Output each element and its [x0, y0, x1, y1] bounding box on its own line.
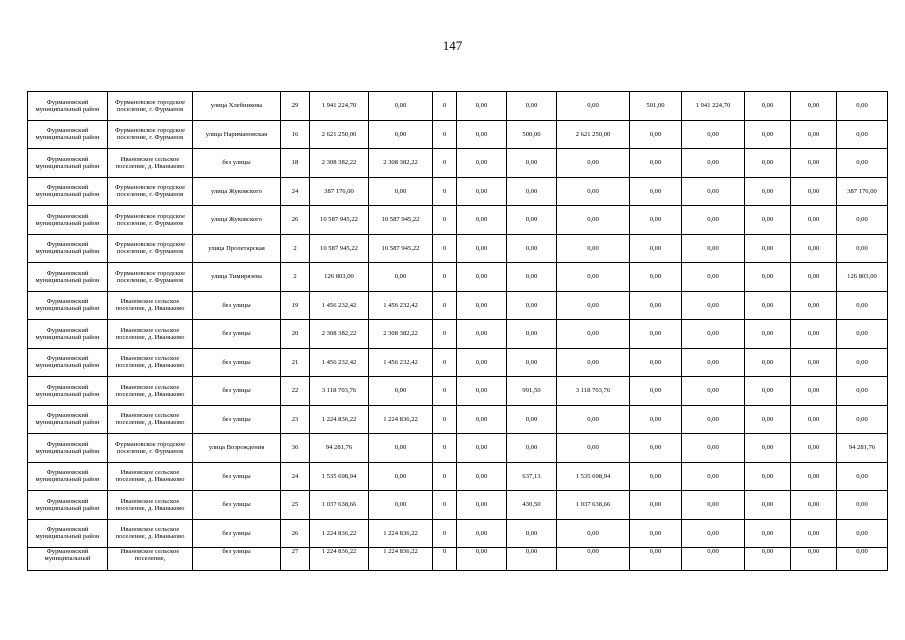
cell-value-1: 10 587 945,22	[369, 234, 433, 263]
cell-value-5: 0,00	[557, 405, 630, 434]
cell-value-7: 0,00	[682, 377, 745, 406]
cell-value-6: 0,00	[630, 548, 682, 571]
cell-house-number: 26	[281, 519, 310, 548]
cell-settlement: Ивановское сельское поселение, д. Иваньково	[108, 149, 193, 178]
cell-value-5: 0,00	[557, 263, 630, 292]
cell-value-7: 0,00	[682, 320, 745, 349]
cell-value-9: 0,00	[791, 206, 837, 235]
cell-value-6: 0,00	[630, 149, 682, 178]
cell-value-7: 0,00	[682, 405, 745, 434]
cell-value-6: 0,00	[630, 348, 682, 377]
cell-street: улица Пролетарская	[193, 234, 281, 263]
cell-district: Фурмановский муниципальный район	[28, 348, 108, 377]
cell-value-1: 0,00	[369, 491, 433, 520]
cell-district: Фурмановский муниципальный район	[28, 519, 108, 548]
cell-value-3: 0,00	[457, 320, 507, 349]
cell-value-8: 0,00	[745, 434, 791, 463]
cell-value-10: 0,00	[837, 92, 888, 121]
cell-street: без улицы	[193, 405, 281, 434]
cell-value-6: 0,00	[630, 120, 682, 149]
cell-value-2: 0	[433, 206, 457, 235]
cell-settlement: Фурмановское городское поселение, г. Фурманов	[108, 234, 193, 263]
cell-value-1: 1 456 232,42	[369, 348, 433, 377]
cell-value-1: 10 587 945,22	[369, 206, 433, 235]
cell-value-2: 0	[433, 348, 457, 377]
cell-house-number: 2	[281, 234, 310, 263]
cell-cost-total: 1 456 232,42	[310, 348, 369, 377]
cell-value-10: 0,00	[837, 462, 888, 491]
cell-value-3: 0,00	[457, 519, 507, 548]
cell-cost-total: 2 308 382,22	[310, 320, 369, 349]
cell-value-6: 0,00	[630, 320, 682, 349]
cell-value-9: 0,00	[791, 92, 837, 121]
cell-value-9: 0,00	[791, 291, 837, 320]
cell-value-4: 0,00	[507, 320, 557, 349]
cell-settlement: Фурмановское городское поселение, г. Фурманов	[108, 92, 193, 121]
cell-value-3: 0,00	[457, 348, 507, 377]
cell-district: Фурмановский муниципальный район	[28, 149, 108, 178]
cell-value-4: 0,00	[507, 434, 557, 463]
cell-value-10: 0,00	[837, 405, 888, 434]
table-row	[28, 149, 888, 178]
cell-value-6: 0,00	[630, 519, 682, 548]
cell-value-9: 0,00	[791, 462, 837, 491]
cell-house-number: 20	[281, 320, 310, 349]
cell-cost-total: 1 941 224,70	[310, 92, 369, 121]
cell-value-4: 0,00	[507, 263, 557, 292]
cell-settlement: Ивановское сельское поселение, д. Иваньково	[108, 320, 193, 349]
cell-house-number: 23	[281, 405, 310, 434]
table-row	[28, 405, 888, 434]
cell-district: Фурмановский муниципальный район	[28, 177, 108, 206]
cell-house-number: 25	[281, 491, 310, 520]
data-table	[27, 91, 888, 571]
cell-house-number: 2	[281, 263, 310, 292]
cell-value-8: 0,00	[745, 177, 791, 206]
cell-value-6: 0,00	[630, 434, 682, 463]
cell-value-5: 0,00	[557, 206, 630, 235]
cell-value-2: 0	[433, 491, 457, 520]
cell-house-number: 19	[281, 291, 310, 320]
cell-value-9: 0,00	[791, 263, 837, 292]
cell-value-8: 0,00	[745, 149, 791, 178]
table-row	[28, 92, 888, 121]
cell-cost-total: 10 587 945,22	[310, 206, 369, 235]
table-row	[28, 548, 888, 571]
cell-settlement: Фурмановское городское поселение, г. Фурманов	[108, 263, 193, 292]
table-row	[28, 120, 888, 149]
cell-street: улица Жуковского	[193, 206, 281, 235]
cell-value-9: 0,00	[791, 348, 837, 377]
cell-value-1: 0,00	[369, 434, 433, 463]
cell-value-2: 0	[433, 434, 457, 463]
cell-value-10: 0,00	[837, 491, 888, 520]
cell-house-number: 29	[281, 92, 310, 121]
cell-value-9: 0,00	[791, 519, 837, 548]
cell-settlement: Ивановское сельское поселение,	[108, 548, 193, 571]
cell-value-5: 0,00	[557, 548, 630, 571]
cell-value-7: 0,00	[682, 548, 745, 571]
table-row	[28, 263, 888, 292]
table-row	[28, 206, 888, 235]
cell-value-5: 0,00	[557, 234, 630, 263]
cell-value-10: 0,00	[837, 348, 888, 377]
cell-value-4: 430,50	[507, 491, 557, 520]
cell-value-4: 500,00	[507, 120, 557, 149]
cell-value-7: 0,00	[682, 263, 745, 292]
cell-value-1: 0,00	[369, 92, 433, 121]
cell-value-3: 0,00	[457, 206, 507, 235]
cell-value-3: 0,00	[457, 234, 507, 263]
cell-street: улица Жуковского	[193, 177, 281, 206]
cell-value-5: 1 037 638,66	[557, 491, 630, 520]
cell-settlement: Ивановское сельское поселение, д. Иваньково	[108, 462, 193, 491]
cell-value-3: 0,00	[457, 434, 507, 463]
cell-settlement: Фурмановское городское поселение, г. Фурманов	[108, 120, 193, 149]
cell-value-1: 1 456 232,42	[369, 291, 433, 320]
cell-district: Фурмановский муниципальный район	[28, 263, 108, 292]
cell-house-number: 18	[281, 149, 310, 178]
cell-value-10: 126 803,00	[837, 263, 888, 292]
cell-value-9: 0,00	[791, 405, 837, 434]
table-row	[28, 491, 888, 520]
table-body	[28, 92, 888, 571]
cell-value-3: 0,00	[457, 291, 507, 320]
cell-value-2: 0	[433, 519, 457, 548]
cell-value-5: 0,00	[557, 149, 630, 178]
cell-value-1: 0,00	[369, 120, 433, 149]
cell-value-10: 0,00	[837, 234, 888, 263]
cell-settlement: Фурмановское городское поселение, г. Фурманов	[108, 434, 193, 463]
cell-house-number: 22	[281, 377, 310, 406]
cell-street: без улицы	[193, 491, 281, 520]
cell-value-1: 0,00	[369, 177, 433, 206]
cell-cost-total: 126 803,00	[310, 263, 369, 292]
cell-value-2: 0	[433, 462, 457, 491]
cell-value-9: 0,00	[791, 434, 837, 463]
cell-settlement: Фурмановское городское поселение, г. Фурманов	[108, 206, 193, 235]
cell-value-4: 0,00	[507, 519, 557, 548]
cell-value-8: 0,00	[745, 348, 791, 377]
table-row	[28, 177, 888, 206]
cell-value-7: 0,00	[682, 206, 745, 235]
cell-value-9: 0,00	[791, 377, 837, 406]
cell-value-7: 0,00	[682, 120, 745, 149]
cell-house-number: 24	[281, 462, 310, 491]
cell-street: без улицы	[193, 320, 281, 349]
table-row	[28, 348, 888, 377]
cell-value-10: 0,00	[837, 377, 888, 406]
cell-settlement: Ивановское сельское поселение, д. Иваньково	[108, 519, 193, 548]
cell-value-10: 0,00	[837, 149, 888, 178]
cell-settlement: Ивановское сельское поселение, д. Иваньково	[108, 291, 193, 320]
cell-cost-total: 2 308 382,22	[310, 149, 369, 178]
cell-value-2: 0	[433, 263, 457, 292]
cell-value-1: 1 224 836,22	[369, 548, 433, 571]
cell-value-5: 0,00	[557, 177, 630, 206]
cell-value-8: 0,00	[745, 206, 791, 235]
cell-value-2: 0	[433, 177, 457, 206]
cell-value-6: 0,00	[630, 234, 682, 263]
cell-district: Фурмановский муниципальный район	[28, 434, 108, 463]
cell-value-7: 0,00	[682, 177, 745, 206]
cell-house-number: 24	[281, 177, 310, 206]
cell-district: Фурмановский муниципальный район	[28, 462, 108, 491]
cell-value-7: 0,00	[682, 434, 745, 463]
cell-value-8: 0,00	[745, 234, 791, 263]
cell-value-2: 0	[433, 405, 457, 434]
cell-value-10: 0,00	[837, 291, 888, 320]
cell-value-10: 0,00	[837, 120, 888, 149]
cell-value-10: 0,00	[837, 320, 888, 349]
cell-value-2: 0	[433, 548, 457, 571]
cell-value-5: 0,00	[557, 320, 630, 349]
cell-value-9: 0,00	[791, 548, 837, 571]
cell-value-2: 0	[433, 92, 457, 121]
cell-value-9: 0,00	[791, 320, 837, 349]
cell-value-9: 0,00	[791, 149, 837, 178]
cell-value-4: 0,00	[507, 206, 557, 235]
cell-value-2: 0	[433, 291, 457, 320]
cell-value-6: 0,00	[630, 377, 682, 406]
cell-settlement: Ивановское сельское поселение, д. Иваньково	[108, 348, 193, 377]
cell-value-4: 0,00	[507, 348, 557, 377]
cell-value-8: 0,00	[745, 263, 791, 292]
cell-value-10: 0,00	[837, 548, 888, 571]
cell-street: улица Возрождения	[193, 434, 281, 463]
cell-value-7: 0,00	[682, 491, 745, 520]
cell-value-6: 0,00	[630, 291, 682, 320]
cell-value-4: 637,13	[507, 462, 557, 491]
cell-house-number: 16	[281, 120, 310, 149]
cell-street: без улицы	[193, 348, 281, 377]
cell-value-8: 0,00	[745, 291, 791, 320]
cell-value-4: 0,00	[507, 92, 557, 121]
cell-settlement: Ивановское сельское поселение, д. Иваньково	[108, 377, 193, 406]
cell-value-6: 0,00	[630, 405, 682, 434]
cell-cost-total: 1 224 836,22	[310, 405, 369, 434]
cell-value-2: 0	[433, 120, 457, 149]
cell-value-2: 0	[433, 320, 457, 349]
cell-value-9: 0,00	[791, 177, 837, 206]
cell-settlement: Фурмановское городское поселение, г. Фурманов	[108, 177, 193, 206]
table-row	[28, 320, 888, 349]
cell-house-number: 26	[281, 206, 310, 235]
cell-house-number: 27	[281, 548, 310, 571]
table-row	[28, 434, 888, 463]
cell-street: без улицы	[193, 377, 281, 406]
cell-value-6: 0,00	[630, 263, 682, 292]
table-row	[28, 377, 888, 406]
cell-value-8: 0,00	[745, 519, 791, 548]
cell-value-3: 0,00	[457, 462, 507, 491]
cell-value-3: 0,00	[457, 263, 507, 292]
cell-value-8: 0,00	[745, 377, 791, 406]
cell-cost-total: 1 037 638,66	[310, 491, 369, 520]
cell-value-8: 0,00	[745, 320, 791, 349]
cell-value-4: 0,00	[507, 548, 557, 571]
cell-value-5: 0,00	[557, 291, 630, 320]
cell-house-number: 36	[281, 434, 310, 463]
cell-district: Фурмановский муниципальный район	[28, 234, 108, 263]
cell-value-3: 0,00	[457, 149, 507, 178]
cell-value-4: 0,00	[507, 177, 557, 206]
cell-value-6: 0,00	[630, 491, 682, 520]
cell-cost-total: 10 587 945,22	[310, 234, 369, 263]
table-row	[28, 234, 888, 263]
table-row	[28, 291, 888, 320]
cell-value-7: 0,00	[682, 149, 745, 178]
cell-value-10: 387 176,00	[837, 177, 888, 206]
cell-value-1: 0,00	[369, 377, 433, 406]
cell-cost-total: 1 456 232,42	[310, 291, 369, 320]
cell-value-7: 0,00	[682, 234, 745, 263]
cell-value-5: 3 118 703,76	[557, 377, 630, 406]
cell-district: Фурмановский муниципальный район	[28, 120, 108, 149]
cell-street: улица Тимирязева	[193, 263, 281, 292]
cell-district: Фурмановский муниципальный район	[28, 491, 108, 520]
cell-district: Фурмановский муниципальный район	[28, 92, 108, 121]
cell-value-5: 0,00	[557, 92, 630, 121]
cell-value-4: 991,50	[507, 377, 557, 406]
cell-value-1: 2 308 382,22	[369, 149, 433, 178]
cell-cost-total: 3 118 703,76	[310, 377, 369, 406]
cell-value-10: 0,00	[837, 206, 888, 235]
cell-district: Фурмановский муниципальный	[28, 548, 108, 571]
cell-street: без улицы	[193, 291, 281, 320]
cell-value-7: 0,00	[682, 519, 745, 548]
cell-value-7: 0,00	[682, 348, 745, 377]
cell-value-3: 0,00	[457, 92, 507, 121]
cell-street: без улицы	[193, 519, 281, 548]
cell-value-8: 0,00	[745, 548, 791, 571]
cell-value-1: 0,00	[369, 462, 433, 491]
cell-value-7: 0,00	[682, 462, 745, 491]
cell-settlement: Ивановское сельское поселение, д. Иваньково	[108, 491, 193, 520]
page-number: 147	[442, 38, 463, 53]
cell-value-3: 0,00	[457, 120, 507, 149]
cell-value-4: 0,00	[507, 149, 557, 178]
cell-value-10: 94 281,76	[837, 434, 888, 463]
cell-district: Фурмановский муниципальный район	[28, 320, 108, 349]
cell-value-5: 0,00	[557, 519, 630, 548]
cell-district: Фурмановский муниципальный район	[28, 377, 108, 406]
cell-settlement: Ивановское сельское поселение, д. Иваньково	[108, 405, 193, 434]
cell-street: без улицы	[193, 548, 281, 571]
cell-cost-total: 94 281,76	[310, 434, 369, 463]
cell-house-number: 21	[281, 348, 310, 377]
cell-value-1: 1 224 836,22	[369, 519, 433, 548]
cell-value-8: 0,00	[745, 405, 791, 434]
cell-value-6: 0,00	[630, 177, 682, 206]
cell-value-3: 0,00	[457, 491, 507, 520]
cell-street: улица Хлебникова	[193, 92, 281, 121]
cell-value-8: 0,00	[745, 462, 791, 491]
cell-value-4: 0,00	[507, 234, 557, 263]
cell-value-3: 0,00	[457, 405, 507, 434]
cell-value-3: 0,00	[457, 177, 507, 206]
cell-cost-total: 1 224 836,22	[310, 548, 369, 571]
cell-value-5: 2 621 250,00	[557, 120, 630, 149]
cell-district: Фурмановский муниципальный район	[28, 405, 108, 434]
cell-value-9: 0,00	[791, 491, 837, 520]
cell-value-3: 0,00	[457, 548, 507, 571]
cell-district: Фурмановский муниципальный район	[28, 206, 108, 235]
cell-value-6: 501,00	[630, 92, 682, 121]
cell-value-3: 0,00	[457, 377, 507, 406]
cell-value-2: 0	[433, 377, 457, 406]
cell-value-1: 0,00	[369, 263, 433, 292]
cell-value-9: 0,00	[791, 234, 837, 263]
cell-district: Фурмановский муниципальный район	[28, 291, 108, 320]
cell-value-2: 0	[433, 149, 457, 178]
cell-cost-total: 1 224 836,22	[310, 519, 369, 548]
cell-cost-total: 1 535 698,94	[310, 462, 369, 491]
cell-value-6: 0,00	[630, 462, 682, 491]
cell-street: улица Наримановская	[193, 120, 281, 149]
cell-cost-total: 2 621 250,00	[310, 120, 369, 149]
cell-value-8: 0,00	[745, 120, 791, 149]
cell-value-4: 0,00	[507, 291, 557, 320]
cell-value-5: 1 535 698,94	[557, 462, 630, 491]
table-row	[28, 519, 888, 548]
cell-value-2: 0	[433, 234, 457, 263]
cell-value-6: 0,00	[630, 206, 682, 235]
cell-cost-total: 387 176,00	[310, 177, 369, 206]
cell-value-8: 0,00	[745, 92, 791, 121]
table-row	[28, 462, 888, 491]
cell-value-8: 0,00	[745, 491, 791, 520]
cell-value-10: 0,00	[837, 519, 888, 548]
cell-value-4: 0,00	[507, 405, 557, 434]
cell-value-5: 0,00	[557, 348, 630, 377]
cell-value-7: 0,00	[682, 291, 745, 320]
cell-value-1: 1 224 836,22	[369, 405, 433, 434]
cell-value-7: 1 941 224,70	[682, 92, 745, 121]
cell-value-5: 0,00	[557, 434, 630, 463]
cell-street: без улицы	[193, 149, 281, 178]
cell-street: без улицы	[193, 462, 281, 491]
cell-value-9: 0,00	[791, 120, 837, 149]
cell-value-1: 2 308 382,22	[369, 320, 433, 349]
